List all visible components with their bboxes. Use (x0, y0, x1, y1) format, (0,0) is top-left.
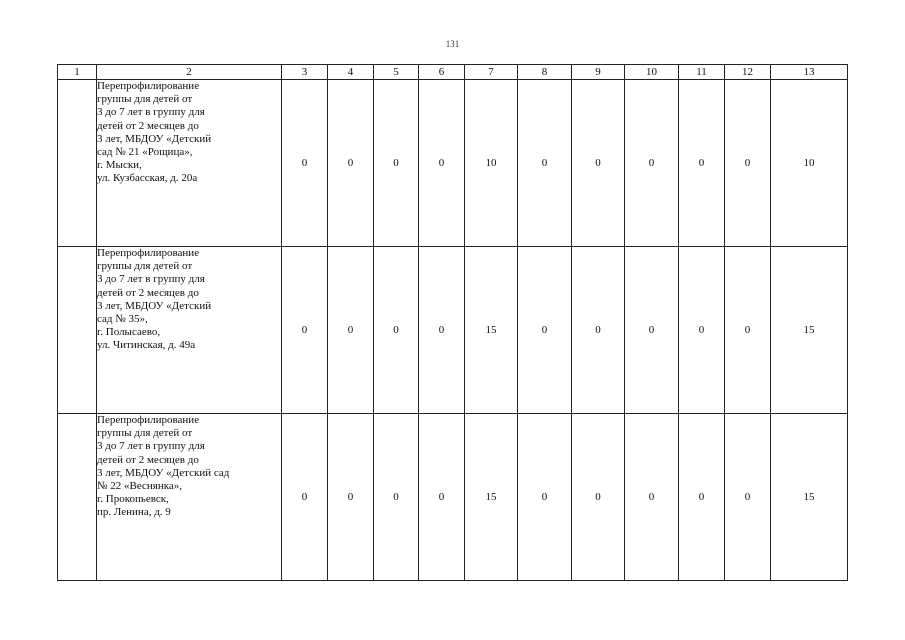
value-cell-col12: 0 (725, 80, 771, 247)
description-line: 3 до 7 лет в группу для (97, 440, 205, 453)
description-line: г. Прокопьевск, (97, 493, 169, 506)
description-line: ул. Читинская, д. 49а (97, 339, 196, 352)
column-header-12: 12 (725, 65, 771, 80)
column-header-6: 6 (419, 65, 465, 80)
description-line: г. Мыски, (97, 159, 142, 172)
value-cell-col13: 15 (771, 414, 848, 581)
value-cell-col3: 0 (282, 247, 328, 414)
value-cell-col6: 0 (419, 247, 465, 414)
description-line: 3 лет, МБДОУ «Детский (97, 299, 212, 312)
value-cell-col8: 0 (518, 414, 572, 581)
description-line: 3 лет, МБДОУ «Детский (97, 132, 212, 145)
value-cell-col13: 15 (771, 247, 848, 414)
column-header-10: 10 (625, 65, 679, 80)
value-cell-col4: 0 (328, 80, 374, 247)
row-number-cell (58, 247, 97, 414)
value-cell-col7: 15 (465, 247, 518, 414)
description-line: Перепрофилирование (97, 414, 200, 426)
value-cell-col5: 0 (374, 414, 419, 581)
column-header-11: 11 (679, 65, 725, 80)
value-cell-col6: 0 (419, 80, 465, 247)
description-line: группы для детей от (97, 427, 193, 440)
header-row (58, 65, 848, 80)
description-line: детей от 2 месяцев до (97, 286, 199, 299)
value-cell-col9: 0 (572, 80, 625, 247)
column-header-3: 3 (282, 65, 328, 80)
description-line: сад № 21 «Рощица», (97, 146, 193, 159)
value-cell-col12: 0 (725, 414, 771, 581)
value-cell-col10: 0 (625, 80, 679, 247)
description-line: г. Полысаево, (97, 326, 161, 339)
value-cell-col4: 0 (328, 247, 374, 414)
table-body (58, 80, 848, 581)
column-header-1: 1 (58, 65, 97, 80)
table-row (58, 80, 848, 247)
table-row (58, 414, 848, 581)
value-cell-col10: 0 (625, 414, 679, 581)
description-line: 3 лет, МБДОУ «Детский сад (97, 466, 230, 479)
value-cell-col12: 0 (725, 247, 771, 414)
value-cell-col8: 0 (518, 80, 572, 247)
page-number: 131 (445, 39, 460, 49)
table-row (58, 247, 848, 414)
description-line: детей от 2 месяцев до (97, 119, 199, 132)
value-cell-col3: 0 (282, 414, 328, 581)
value-cell-col11: 0 (679, 80, 725, 247)
description-line: пр. Ленина, д. 9 (97, 506, 171, 519)
description-line: детей от 2 месяцев до (97, 453, 199, 466)
column-header-8: 8 (518, 65, 572, 80)
value-cell-col4: 0 (328, 414, 374, 581)
description-line: ул. Кузбасская, д. 20а (97, 172, 198, 185)
value-cell-col5: 0 (374, 80, 419, 247)
description-line: 3 до 7 лет в группу для (97, 106, 205, 119)
value-cell-col7: 10 (465, 80, 518, 247)
description-cell (97, 414, 282, 581)
description-line: группы для детей от (97, 93, 193, 106)
row-number-cell (58, 80, 97, 247)
value-cell-col9: 0 (572, 414, 625, 581)
value-cell-col7: 15 (465, 414, 518, 581)
column-header-5: 5 (374, 65, 419, 80)
column-header-9: 9 (572, 65, 625, 80)
description-line: Перепрофилирование (97, 247, 200, 259)
value-cell-col10: 0 (625, 247, 679, 414)
description-line: № 22 «Веснянка», (97, 480, 183, 493)
value-cell-col8: 0 (518, 247, 572, 414)
column-header-4: 4 (328, 65, 374, 80)
column-header-2: 2 (97, 65, 282, 80)
description-line: группы для детей от (97, 260, 193, 273)
value-cell-col13: 10 (771, 80, 848, 247)
value-cell-col9: 0 (572, 247, 625, 414)
table-header (58, 65, 848, 80)
column-header-7: 7 (465, 65, 518, 80)
value-cell-col11: 0 (679, 247, 725, 414)
value-cell-col6: 0 (419, 414, 465, 581)
value-cell-col11: 0 (679, 414, 725, 581)
description-cell (97, 80, 282, 247)
description-cell (97, 247, 282, 414)
description-line: сад № 35», (97, 313, 148, 326)
value-cell-col3: 0 (282, 80, 328, 247)
row-number-cell (58, 414, 97, 581)
data-table (57, 64, 848, 581)
description-line: 3 до 7 лет в группу для (97, 273, 205, 286)
description-line: Перепрофилирование (97, 80, 200, 92)
column-header-13: 13 (771, 65, 848, 80)
value-cell-col5: 0 (374, 247, 419, 414)
